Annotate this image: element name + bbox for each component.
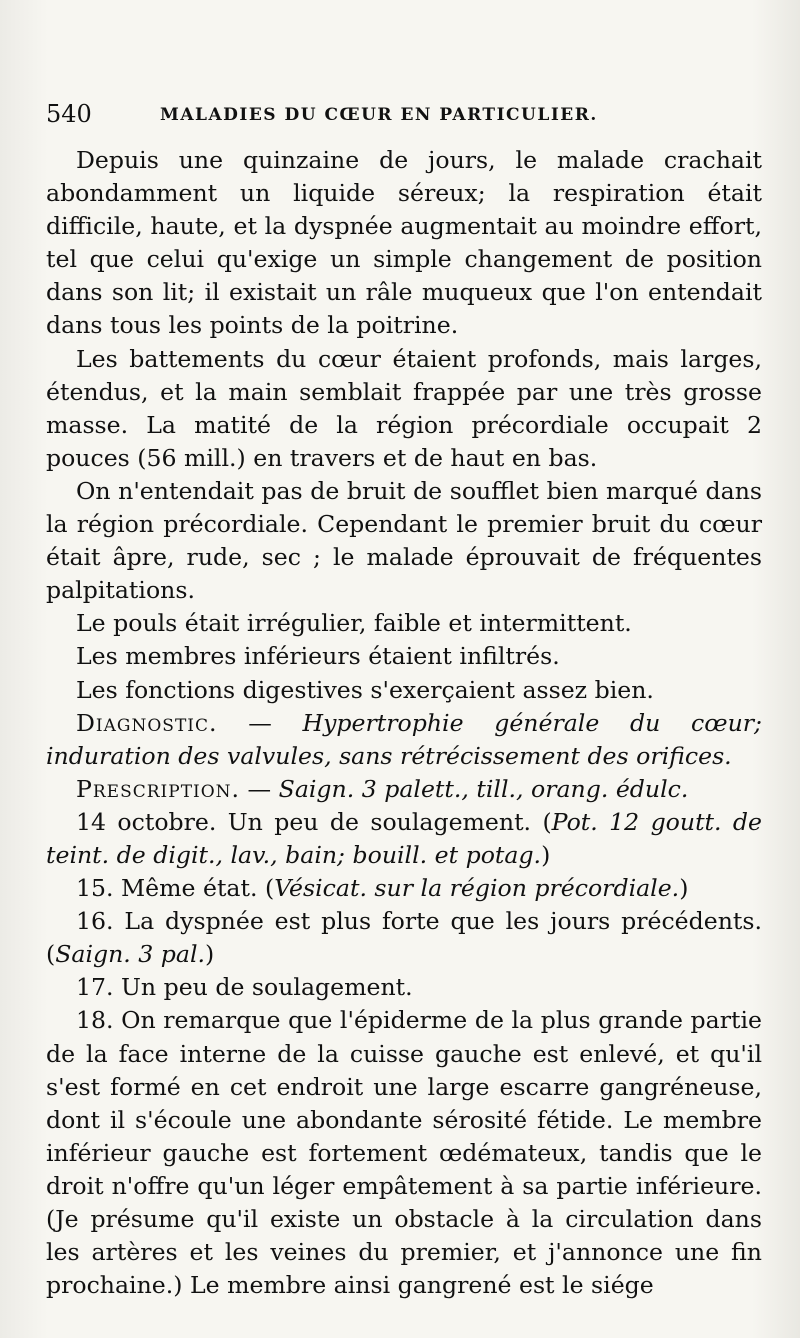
body-text [46,144,762,1302]
paragraph: Les battements du cœur étaient profonds, mais larges, étendus, et la main semblait frappée par une très grosse masse. La matité de la région précordiale occupait 2 pouces (56 mill.) en travers et de haut en bas. [46,344,762,472]
paragraph: Les fonctions digestives s'exerçaient assez bien. [76,675,654,704]
diagnostic-paragraph: Diagnostic. — Hypertrophie générale du cœur; induration des valvules, sans rétrécissement des orifices. [46,708,762,770]
page-number: 540 [46,100,92,128]
paragraph: On n'entendait pas de bruit de soufflet bien marqué dans la région précordiale. Cependant le premier bruit du cœur était âpre, rude, sec ; le malade éprouvait de fréquentes palpitations. [46,476,762,605]
prescription-paragraph: Prescription. — Saign. 3 palett., till., orang. édulc. [76,774,689,803]
paragraph: 18. On remarque que l'épiderme de la plus grande partie de la face interne de la cuisse gauche est enlevé, et qu'il s'est formé en cet endroit une large escarre gangréneuse, dont il s'écoule une abondante sérosité fétide. Le membre inférieur gauche est fortement œdémateux, tandis que le droit n'offre qu'un léger empâtement à sa partie inférieure. (Je présume qu'il existe un obstacle à la circulation dans les artères et les veines du premier, et j'annonce une fin prochaine.) Le membre ainsi gangrené est le siége [46,1006,762,1300]
section-label: Prescription. [76,774,241,803]
paragraph: Le pouls était irrégulier, faible et intermittent. [76,609,632,638]
paragraph: Les membres inférieurs étaient infiltrés. [76,642,560,671]
running-title: MALADIES DU CŒUR EN PARTICULIER. [160,105,598,125]
paragraph: 16. La dyspnée est plus forte que les jours précédents. (Saign. 3 pal.) [46,907,762,969]
paragraph: 15. Même état. (Vésicat. sur la région précordiale.) [76,874,689,903]
page-header [46,100,762,134]
paragraph: 14 octobre. Un peu de soulagement. (Pot. 12 goutt. de teint. de digit., lav., bain; bouill. et potag.) [46,807,762,869]
section-label: Diagnostic. [76,708,218,737]
paragraph: Depuis une quinzaine de jours, le malade crachait abondamment un liquide séreux; la respiration était difficile, haute, et la dyspnée augmentait au moindre effort, tel que celui qu'exige un simple changement de position dans son lit; il existait un râle muqueux que l'on entendait dans tous les points de la poitrine. [46,146,762,340]
paragraph: 17. Un peu de soulagement. [76,973,413,1002]
